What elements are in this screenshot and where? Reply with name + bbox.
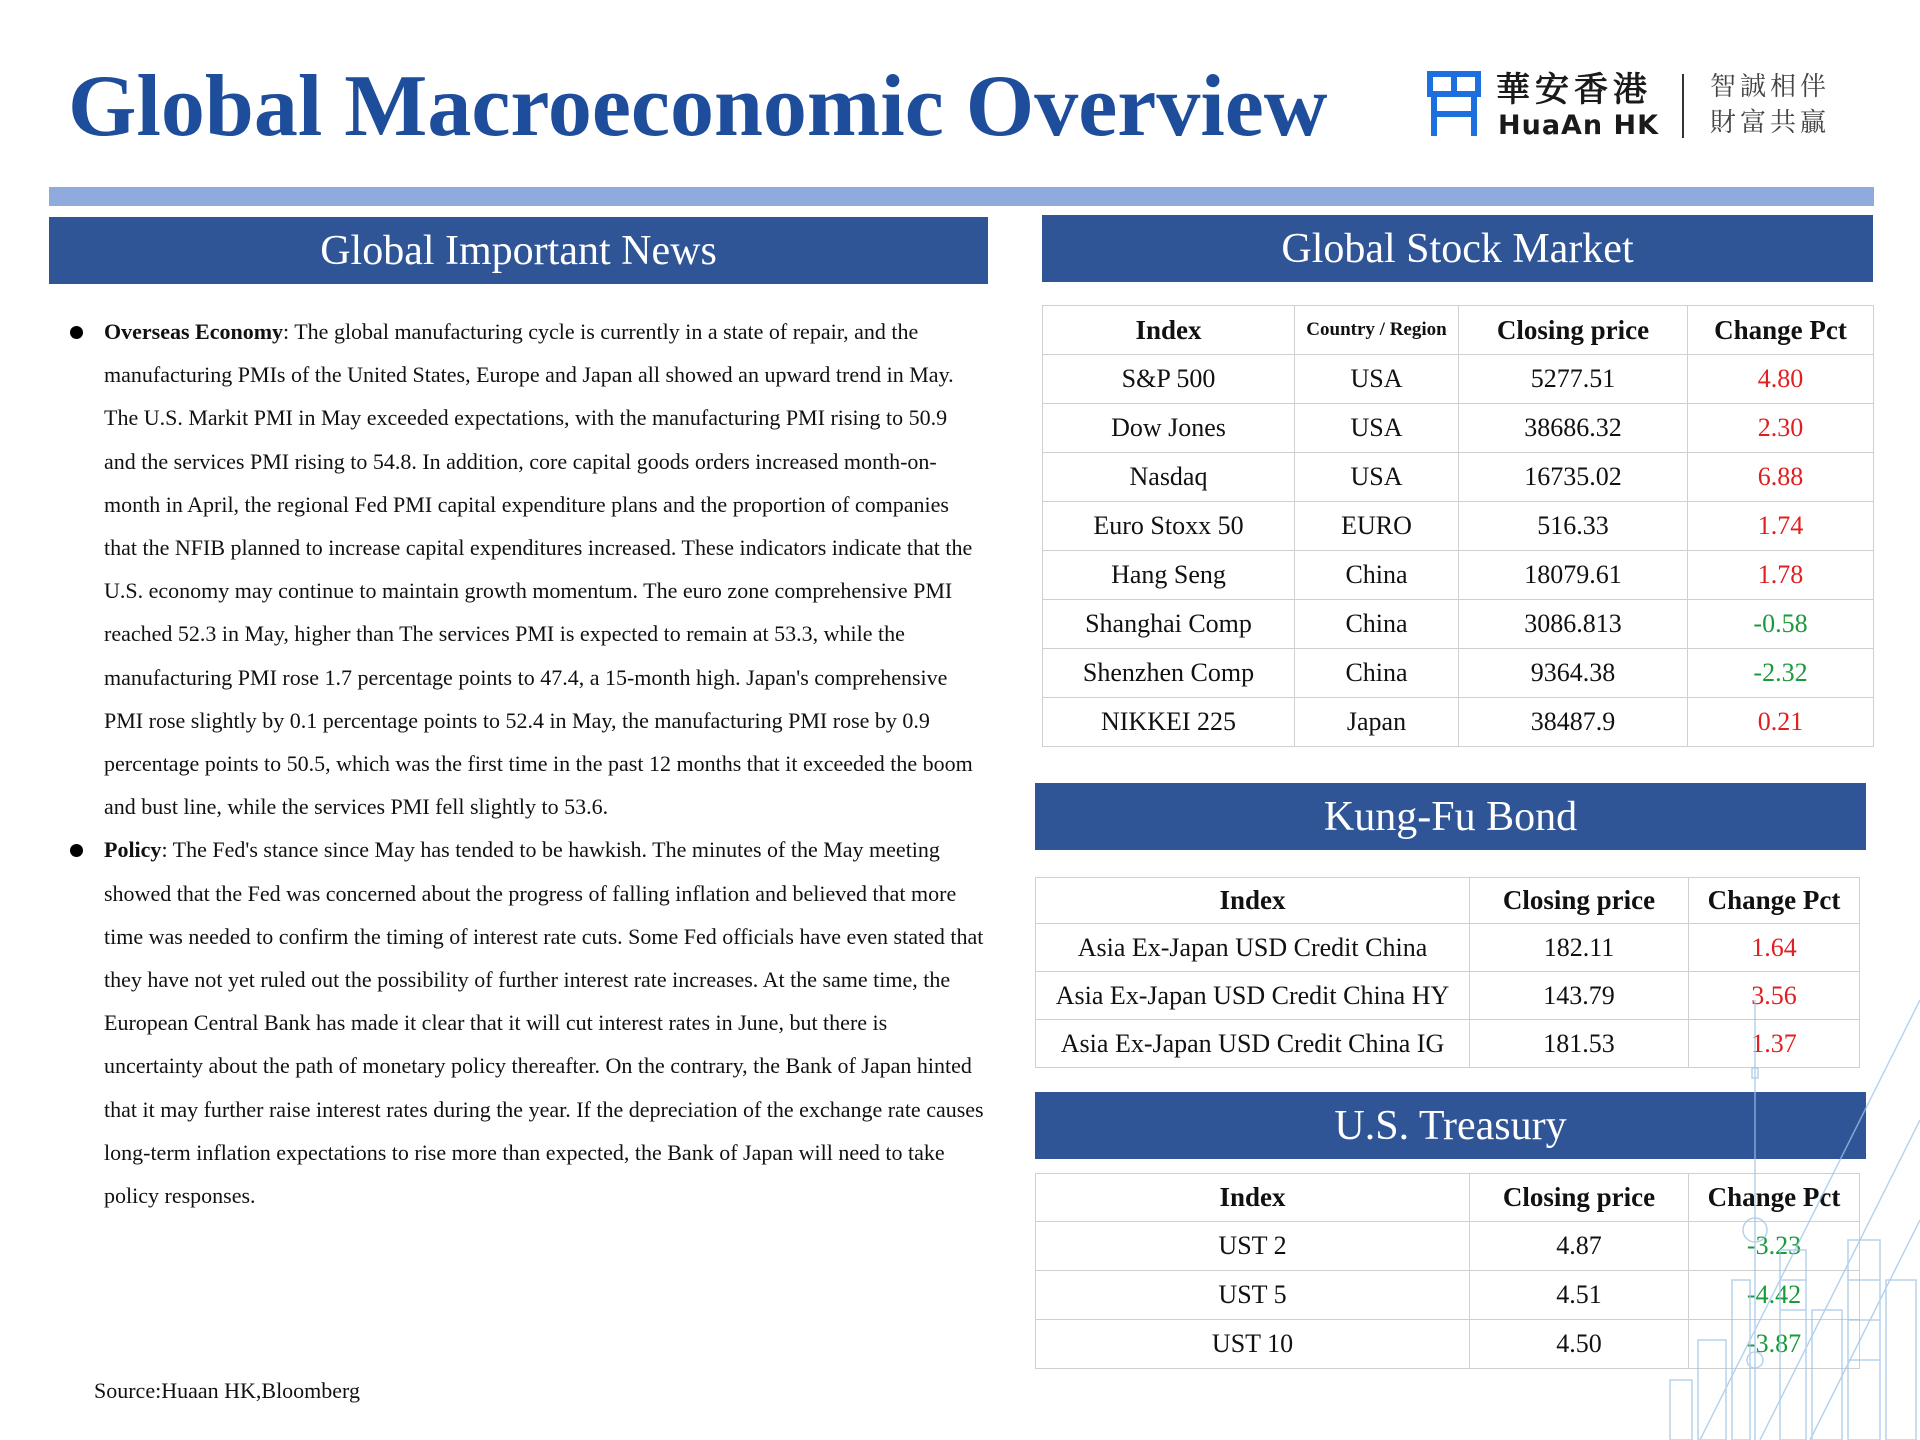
- index-name: Asia Ex-Japan USD Credit China IG: [1036, 1020, 1470, 1068]
- stock-market-section-header: Global Stock Market: [1042, 215, 1873, 282]
- column-header-change-pct: Change Pct: [1689, 1174, 1860, 1222]
- index-name: UST 10: [1036, 1320, 1470, 1369]
- bullet-icon: [70, 326, 83, 339]
- change-pct: 2.30: [1688, 404, 1874, 453]
- index-name: Asia Ex-Japan USD Credit China: [1036, 924, 1470, 972]
- table-row: [1043, 502, 1874, 551]
- table-row: [1036, 1222, 1860, 1271]
- region: China: [1295, 649, 1459, 698]
- closing-price: 9364.38: [1459, 649, 1688, 698]
- region: Japan: [1295, 698, 1459, 747]
- logo-divider: [1682, 74, 1684, 138]
- source-note: Source:Huaan HK,Bloomberg: [94, 1378, 360, 1403]
- table-header-row: [1036, 878, 1860, 924]
- index-name: Dow Jones: [1043, 404, 1295, 453]
- change-pct: 0.21: [1688, 698, 1874, 747]
- closing-price: 4.51: [1470, 1271, 1689, 1320]
- column-header-change-pct: Change Pct: [1688, 306, 1874, 355]
- region: EURO: [1295, 502, 1459, 551]
- change-pct: -0.58: [1688, 600, 1874, 649]
- region: China: [1295, 600, 1459, 649]
- closing-price: 143.79: [1470, 972, 1689, 1020]
- logo-english-name: HuaAn HK: [1498, 110, 1660, 141]
- table-header-row: [1036, 1174, 1860, 1222]
- change-pct: 1.78: [1688, 551, 1874, 600]
- change-pct: 1.64: [1689, 924, 1860, 972]
- index-name: Hang Seng: [1043, 551, 1295, 600]
- change-pct: -4.42: [1689, 1271, 1860, 1320]
- index-name: NIKKEI 225: [1043, 698, 1295, 747]
- table-row: [1043, 698, 1874, 747]
- region: USA: [1295, 355, 1459, 404]
- column-header-index: Index: [1036, 878, 1470, 924]
- change-pct: -3.87: [1689, 1320, 1860, 1369]
- logo-slogan-line1: 智誠相伴: [1710, 72, 1831, 102]
- logo-slogan-line2: 財富共贏: [1710, 108, 1831, 138]
- column-header-closing-price: Closing price: [1470, 878, 1689, 924]
- kungfu-bond-table: [1035, 877, 1860, 1068]
- change-pct: 1.74: [1688, 502, 1874, 551]
- logo-chinese-name: 華安香港: [1496, 70, 1652, 110]
- closing-price: 181.53: [1470, 1020, 1689, 1068]
- table-row: [1036, 1271, 1860, 1320]
- table-row: [1036, 1020, 1860, 1068]
- us-treasury-table: [1035, 1173, 1860, 1369]
- column-header-change-pct: Change Pct: [1689, 878, 1860, 924]
- change-pct: 1.37: [1689, 1020, 1860, 1068]
- news-list: [64, 310, 984, 1217]
- closing-price: 38487.9: [1459, 698, 1688, 747]
- change-pct: 3.56: [1689, 972, 1860, 1020]
- region: USA: [1295, 404, 1459, 453]
- closing-price: 38686.32: [1459, 404, 1688, 453]
- table-header-row: [1043, 306, 1874, 355]
- change-pct: -2.32: [1688, 649, 1874, 698]
- news-item-heading: Overseas Economy: [104, 319, 284, 344]
- index-name: S&P 500: [1043, 355, 1295, 404]
- column-header-closing-price: Closing price: [1470, 1174, 1689, 1222]
- index-name: Euro Stoxx 50: [1043, 502, 1295, 551]
- closing-price: 4.87: [1470, 1222, 1689, 1271]
- huaan-logo: [1426, 70, 1846, 146]
- stock-market-table: [1042, 305, 1874, 747]
- news-item-heading: Policy: [104, 837, 162, 863]
- news-item-policy: [64, 828, 984, 1217]
- change-pct: 4.80: [1688, 355, 1874, 404]
- index-name: Nasdaq: [1043, 453, 1295, 502]
- change-pct: 6.88: [1688, 453, 1874, 502]
- column-header-region: Country / Region: [1295, 306, 1459, 355]
- closing-price: 3086.813: [1459, 600, 1688, 649]
- news-item-text: : The Fed's stance since May has tended to be hawkish. The minutes of the May meeting showed that the Fed was concerned about the progress of falling inflation and believed that more time was needed to confirm the timing of interest rate cuts. Some Fed officials have even stated that they have not yet ruled out the possibility of further interest rate increases. At the same time, the European Central Bank has made it clear that it will cut interest rates in June, but there is uncertainty about the path of monetary policy thereafter. On the contrary, the Bank of Japan hinted that it may further raise interest rates during the year. If the depreciation of the exchange rate causes long-term inflation expectations to rise more than expected, the Bank of Japan will need to take policy responses.: [104, 837, 984, 1209]
- closing-price: 16735.02: [1459, 453, 1688, 502]
- column-header-index: Index: [1036, 1174, 1470, 1222]
- region: USA: [1295, 453, 1459, 502]
- region: China: [1295, 551, 1459, 600]
- huaan-building-logo-icon: [1426, 70, 1482, 138]
- index-name: UST 5: [1036, 1271, 1470, 1320]
- bullet-icon: [70, 844, 83, 857]
- column-header-closing-price: Closing price: [1459, 306, 1688, 355]
- closing-price: 182.11: [1470, 924, 1689, 972]
- closing-price: 4.50: [1470, 1320, 1689, 1369]
- news-section-header: Global Important News: [49, 217, 988, 284]
- table-row: [1036, 1320, 1860, 1369]
- kungfu-bond-section-header: Kung-Fu Bond: [1035, 783, 1866, 850]
- table-row: [1036, 924, 1860, 972]
- news-item-overseas-economy: [64, 310, 984, 828]
- table-row: [1036, 972, 1860, 1020]
- table-row: [1043, 649, 1874, 698]
- index-name: Shanghai Comp: [1043, 600, 1295, 649]
- accent-bar: [49, 187, 1874, 206]
- column-header-index: Index: [1043, 306, 1295, 355]
- closing-price: 5277.51: [1459, 355, 1688, 404]
- table-row: [1043, 453, 1874, 502]
- index-name: UST 2: [1036, 1222, 1470, 1271]
- closing-price: 18079.61: [1459, 551, 1688, 600]
- news-item-text: : The global manufacturing cycle is currently in a state of repair, and the manufacturing PMIs of the United States, Europe and Japan all showed an upward trend in May. The U.S. Markit PMI in May exceeded expectations, with the manufacturing PMI rising to 50.9 and the services PMI rising to 54.8. In addition, core capital goods orders increased month-on-month in April, the regional Fed PMI capital expenditure plans and the proportion of companies that the NFIB planned to increase capital expenditures increased. These indicators indicate that the U.S. economy may continue to maintain growth momentum. The euro zone comprehensive PMI reached 52.3 in May, higher than The services PMI is expected to remain at 53.3, while the manufacturing PMI rose 1.7 percentage points to 47.4, a 15-month high. Japan's comprehensive PMI rose slightly by 0.1 percentage points to 52.4 in May, the manufacturing PMI rose by 0.9 percentage points to 50.5, which was the first time in the past 12 months that it exceeded the boom and bust line, while the services PMI fell slightly to 53.6.: [104, 319, 973, 820]
- index-name: Shenzhen Comp: [1043, 649, 1295, 698]
- page-title: Global Macroeconomic Overview: [68, 58, 1328, 155]
- table-row: [1043, 404, 1874, 453]
- change-pct: -3.23: [1689, 1222, 1860, 1271]
- index-name: Asia Ex-Japan USD Credit China HY: [1036, 972, 1470, 1020]
- table-row: [1043, 551, 1874, 600]
- table-row: [1043, 600, 1874, 649]
- us-treasury-section-header: U.S. Treasury: [1035, 1092, 1866, 1159]
- table-row: [1043, 355, 1874, 404]
- closing-price: 516.33: [1459, 502, 1688, 551]
